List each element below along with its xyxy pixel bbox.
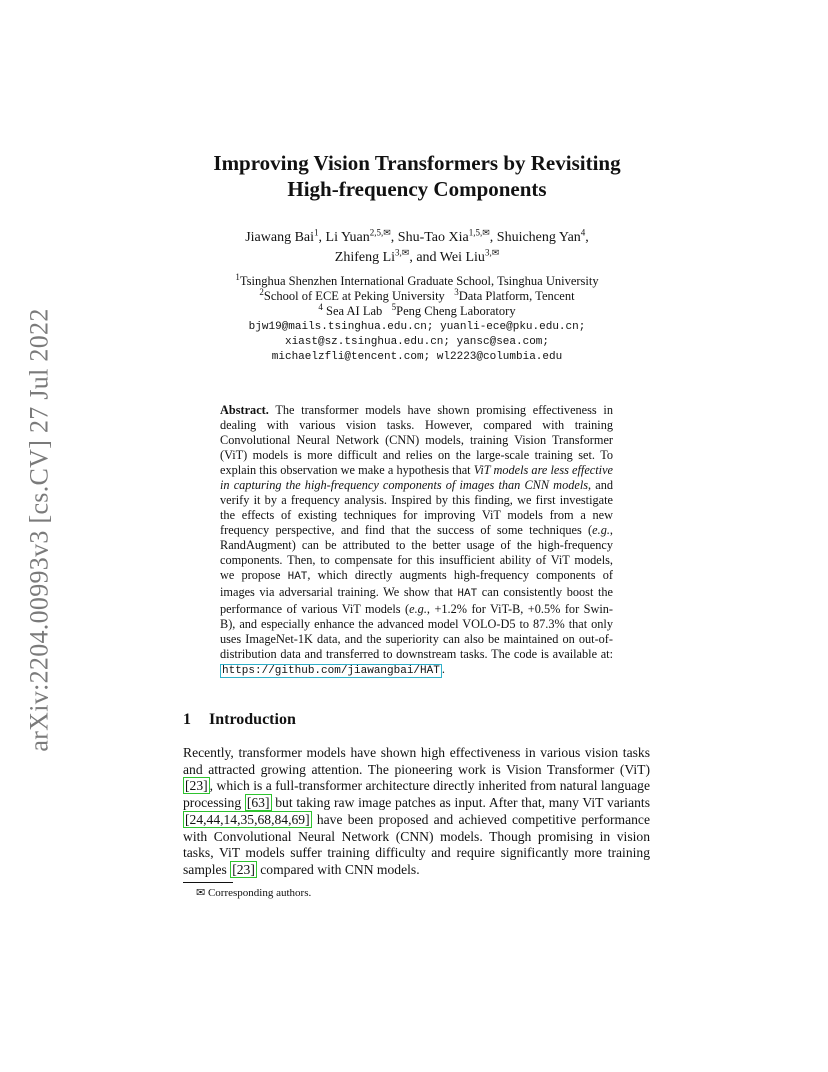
affil-mark: 2	[259, 286, 264, 297]
email-line: michaelzfli@tencent.com; wl2223@columbia.edu	[271, 351, 563, 363]
section-number: 1	[183, 711, 191, 728]
intro-text: compared with CNN models.	[260, 861, 420, 877]
footnote-divider	[183, 882, 233, 883]
affiliation: Sea AI Lab	[326, 304, 383, 318]
affiliation-line-2	[150, 286, 684, 304]
author-affil-mark: 2,5,✉	[369, 227, 391, 238]
affiliation: Data Platform, Tencent	[458, 289, 575, 303]
author-affil-mark: 1,5,✉	[468, 227, 490, 238]
email-line: bjw19@mails.tsinghua.edu.cn; yuanli-ece@pku.edu.cn;	[248, 321, 586, 333]
email-line: xiast@sz.tsinghua.edu.cn; yansc@sea.com;	[284, 336, 550, 348]
intro-text: Recently, transformer models have shown high effectiveness in various vision tasks and attracted growing attention. The pioneering work is Vision Transformer (ViT)	[183, 745, 650, 777]
intro-text: , which is a full-transformer architecture directly inherited from natural language processing	[183, 778, 650, 811]
title-line-1: Improving Vision Transformers by Revisiting	[213, 151, 621, 175]
citation-link[interactable]: [23]	[185, 778, 208, 794]
method-name: HAT	[457, 588, 478, 600]
abstract-text: , +1.2% for ViT-B, +0.5% for Swin-B), and especially enhance the advanced model VOLO-D5 to 87.3% that only uses ImageNet-1K data, and the superiority can also be maintained on out-of-distribution data and transferred to downstream tasks. The code is available at:	[220, 602, 614, 661]
title-line-2: High-frequency Components	[287, 177, 547, 201]
author-affil-mark: 3,✉	[395, 247, 410, 258]
author-name: Wei Liu	[439, 250, 485, 265]
section-title-text: Introduction	[209, 711, 296, 728]
affil-mark: 4	[318, 301, 323, 312]
abstract-label: Abstract.	[220, 403, 269, 417]
author-line-2: Zhifeng $Li^{3,✉}$, and Wei Liu$^{3,✉}$	[334, 247, 500, 265]
citation-link[interactable]: [23]	[232, 861, 255, 877]
paper-title	[150, 150, 684, 202]
author-name: Jiawang Bai	[245, 230, 315, 245]
affil-mark: 3	[454, 286, 459, 297]
abstract	[220, 403, 613, 679]
author-name: Shu-Tao Xia	[397, 230, 469, 245]
citation-link[interactable]: [24,44,14,35,68,84,69]	[185, 811, 310, 827]
author-name: Li Yuan	[325, 230, 370, 245]
affil-mark: 5	[391, 301, 397, 312]
abstract-text: , and verify it by a frequency analysis. Inspired by this finding, we first investigate the effects of existing techniques for improving ViT models from a new frequency perspective, and find that the success of some techniques (	[220, 478, 613, 537]
author-line-1: Jiawang Bai$^1$, Li Yuan$^{2,5,✉}$, Shu-Tao Xia$^{1,5,✉}$, Shuicheng Yan$^4$,	[245, 227, 589, 245]
method-name: HAT	[287, 571, 308, 583]
abstract-end: .	[441, 662, 445, 676]
abstract-eg: e.g.	[592, 523, 610, 537]
affiliation-line-1	[150, 271, 684, 289]
affiliation: School of ECE at Peking University	[263, 289, 445, 303]
author-name: Zhifeng Li	[334, 250, 396, 265]
section-heading	[183, 711, 296, 729]
abstract-text: , RandAugment) can be attributed to the better usage of the high-frequency components. Then, to compensate for this insufficient ability of ViT models, we propose	[220, 523, 613, 582]
author-list	[150, 228, 684, 268]
abstract-text: , which directly augments high-frequency components of images via adversarial training. We show that	[220, 568, 613, 599]
citation-link[interactable]: [63]	[246, 795, 270, 811]
footnote-text: Corresponding authors.	[207, 887, 312, 899]
intro-text: have been proposed and achieved competitive performance with Convolutional Neural Network (CNN) models. Though promising in vision tasks, ViT models suffer training difficulty and require significantly more training samples	[183, 811, 651, 877]
abstract-text: The transformer models have shown promising effectiveness in dealing with various vision tasks. However, compared with training Convolutional Neural Network (CNN) models, training Vision Transformer (ViT) models is more difficult and relies on the large-scale training set. To explain this observation we make a hypothesis that	[220, 403, 613, 477]
email-list	[150, 320, 684, 365]
arxiv-watermark	[22, 295, 58, 765]
code-url-link[interactable]: https://github.com/jiawangbai/HAT	[222, 665, 440, 677]
affiliation-line-3	[150, 301, 684, 319]
envelope-icon: ✉	[196, 887, 206, 899]
abstract-eg: e.g.	[409, 602, 427, 616]
intro-paragraph	[183, 745, 650, 879]
author-affil-mark: 4	[580, 227, 586, 238]
author-affil-mark: 1	[314, 227, 319, 238]
author-name: Shuicheng Yan	[496, 230, 581, 245]
abstract-text: can consistently boost the performance of various ViT models (	[220, 585, 613, 616]
affiliation: Peng Cheng Laboratory	[396, 304, 516, 318]
author-affil-mark: 3,✉	[484, 247, 500, 258]
intro-text: but taking raw image patches as input. After that, many ViT variants	[275, 795, 650, 811]
arxiv-id-text: arXiv:2204.00993v3 [cs.CV] 27 Jul 2022	[25, 308, 55, 752]
affiliation: Tsinghua Shenzhen International Graduate School, Tsinghua University	[239, 274, 599, 288]
abstract-hypothesis: ViT models are less effective in capturing the high-frequency components of images than CNN models	[220, 463, 613, 492]
affil-mark: 1	[235, 271, 240, 282]
affiliations	[150, 271, 684, 319]
footnote	[196, 886, 311, 899]
